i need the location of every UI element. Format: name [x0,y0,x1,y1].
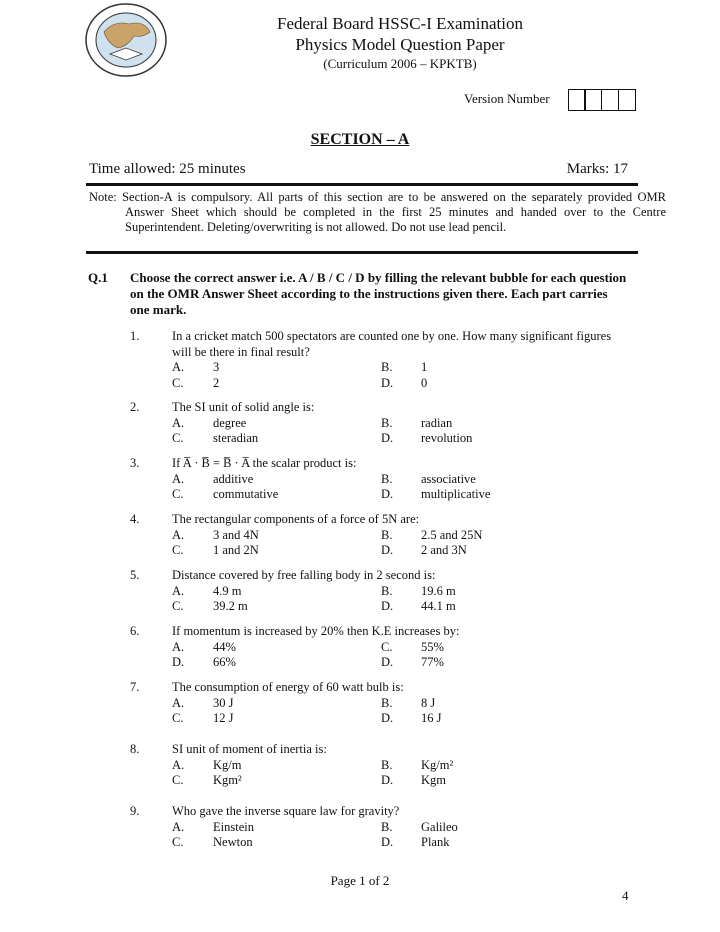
option-text: Kg/m [213,757,242,772]
option-text: 0 [421,375,428,390]
option-letter: D. [381,655,394,669]
mcq-item [130,742,630,789]
option-row [130,528,630,544]
item-stem: If A̅ · B̅ = B̅ · A̅ the scalar product is: [172,456,357,470]
option-text: 4.9 m [213,583,242,598]
option-text: 12 J [213,711,234,725]
option-letter: D. [381,835,394,849]
option-text: 1 [421,360,428,374]
divider [86,251,638,254]
option-text: 2.5 and 25N [421,527,483,542]
option-row [130,360,630,376]
option-letter: C. [172,773,184,787]
option-text: 19.6 m [421,583,456,598]
item-stem: In a cricket match 500 spectators are counted one by one. How many significant figures will be there in final result? [172,329,612,359]
item-number: 4. [130,512,140,526]
option-row [130,376,630,392]
option-row [130,431,630,447]
option-letter: D. [381,431,394,445]
option-text: 30 J [213,695,234,710]
option-row [130,584,630,600]
option-letter: C. [172,711,184,725]
divider [86,183,638,186]
option-text: Kg/m² [421,757,454,772]
option-letter: A. [172,819,185,834]
option-letter: C. [172,599,184,613]
option-text: Einstein [213,819,254,834]
option-letter: A. [172,527,185,542]
option-letter: C. [172,487,184,501]
option-row [130,416,630,432]
option-text: revolution [421,431,473,445]
item-number: 1. [130,329,140,343]
item-number: 6. [130,624,140,638]
option-row [130,599,630,615]
mcq-item [130,680,630,727]
item-number: 3. [130,456,140,470]
question-instruction: Choose the correct answer i.e. A / B / C / D by filling the relevant bubble for each question on the OMR Answer Sheet according to the instructions given there. Each part carries one mark. [130,270,627,317]
option-letter: B. [381,695,393,710]
option-text: Plank [421,835,450,849]
option-text: 1 and 2N [213,543,259,557]
option-text: Kgm² [213,773,242,787]
item-number: 8. [130,742,140,756]
note: Note: Section-A is compulsory. All parts of this section are to be answered on the separately provided OMR Answer Sheet which should be completed in the first 25 minutes and handed over to the Centre Superintendent. Deleting/overwriting is not allowed. Do not use lead pencil. [89,190,666,235]
option-row [130,758,630,774]
option-text: Newton [213,835,253,849]
option-letter: D. [381,773,394,787]
option-text: 8 J [421,695,436,710]
version-label: Version Number [464,91,550,106]
option-letter: A. [172,471,185,486]
option-letter: D. [381,711,394,725]
item-stem: The consumption of energy of 60 watt bulb is: [172,680,404,694]
option-text: multiplicative [421,487,491,501]
option-row [130,640,630,656]
option-letter: A. [172,757,185,772]
item-stem: Who gave the inverse square law for gravity? [172,804,400,818]
version-number-boxes[interactable] [569,89,636,111]
option-letter: A. [172,695,185,710]
question-number: Q.1 [88,270,108,285]
time-allowed: Time allowed: 25 minutes [89,161,246,177]
option-row [130,543,630,559]
option-letter: A. [172,583,185,598]
option-text: 16 J [421,711,442,725]
option-text: Kgm [421,773,446,787]
option-text: radian [421,415,453,430]
option-letter: D. [172,655,185,669]
option-letter: C. [172,375,184,390]
mcq-item [130,512,630,559]
option-text: commutative [213,487,279,501]
option-letter: C. [172,431,184,445]
option-text: 55% [421,639,444,654]
option-letter: B. [381,819,393,834]
option-row [130,711,630,727]
option-text: steradian [213,431,259,445]
option-letter: A. [172,360,185,374]
option-row [130,655,630,671]
option-letter: B. [381,415,393,430]
marks: Marks: 17 [566,161,628,177]
option-text: 44.1 m [421,599,456,613]
item-stem: If momentum is increased by 20% then K.E increases by: [172,624,460,638]
option-letter: C. [172,543,184,557]
exam-title: Federal Board HSSC-I Examination [277,14,523,33]
sheet-number: 4 [622,888,629,903]
mcq-item [130,804,630,851]
option-text: associative [421,471,476,486]
option-row [130,696,630,712]
item-number: 7. [130,680,140,694]
option-text: 3 [213,360,220,374]
section-title: SECTION – A [310,131,410,148]
mcq-item [130,456,630,503]
item-stem: Distance covered by free falling body in 2 second is: [172,568,436,582]
option-text: Galileo [421,819,458,834]
option-letter: D. [381,375,394,390]
option-text: 3 and 4N [213,527,259,542]
option-letter: B. [381,360,393,374]
option-letter: D. [381,543,394,557]
option-letter: D. [381,487,394,501]
option-text: 66% [213,655,236,669]
option-text: 44% [213,639,236,654]
item-number: 2. [130,400,140,414]
option-letter: B. [381,757,393,772]
item-stem: The SI unit of solid angle is: [172,400,315,414]
item-stem: The rectangular components of a force of 5N are: [172,512,420,526]
option-letter: C. [172,835,184,849]
item-number: 9. [130,804,140,818]
option-row [130,835,630,851]
paper-title: Physics Model Question Paper [295,35,505,54]
mcq-item [130,568,630,615]
mcq-item [130,329,630,391]
option-row [130,472,630,488]
option-text: 77% [421,655,444,669]
item-number: 5. [130,568,140,582]
option-letter: B. [381,471,393,486]
option-letter: D. [381,599,394,613]
option-text: 39.2 m [213,599,248,613]
page-number: Page 1 of 2 [330,873,390,888]
option-text: degree [213,415,247,430]
option-letter: A. [172,639,185,654]
mcq-item [130,400,630,447]
option-letter: B. [381,583,393,598]
item-stem: SI unit of moment of inertia is: [172,742,327,756]
option-row [130,820,630,836]
option-letter: A. [172,415,185,430]
option-text: 2 [213,375,220,390]
option-row [130,487,630,503]
option-text: 2 and 3N [421,543,467,557]
option-letter: C. [381,639,393,654]
option-text: additive [213,471,254,486]
option-letter: B. [381,527,393,542]
curriculum: (Curriculum 2006 – KPKTB) [323,56,477,71]
mcq-item [130,624,630,671]
option-row [130,773,630,789]
